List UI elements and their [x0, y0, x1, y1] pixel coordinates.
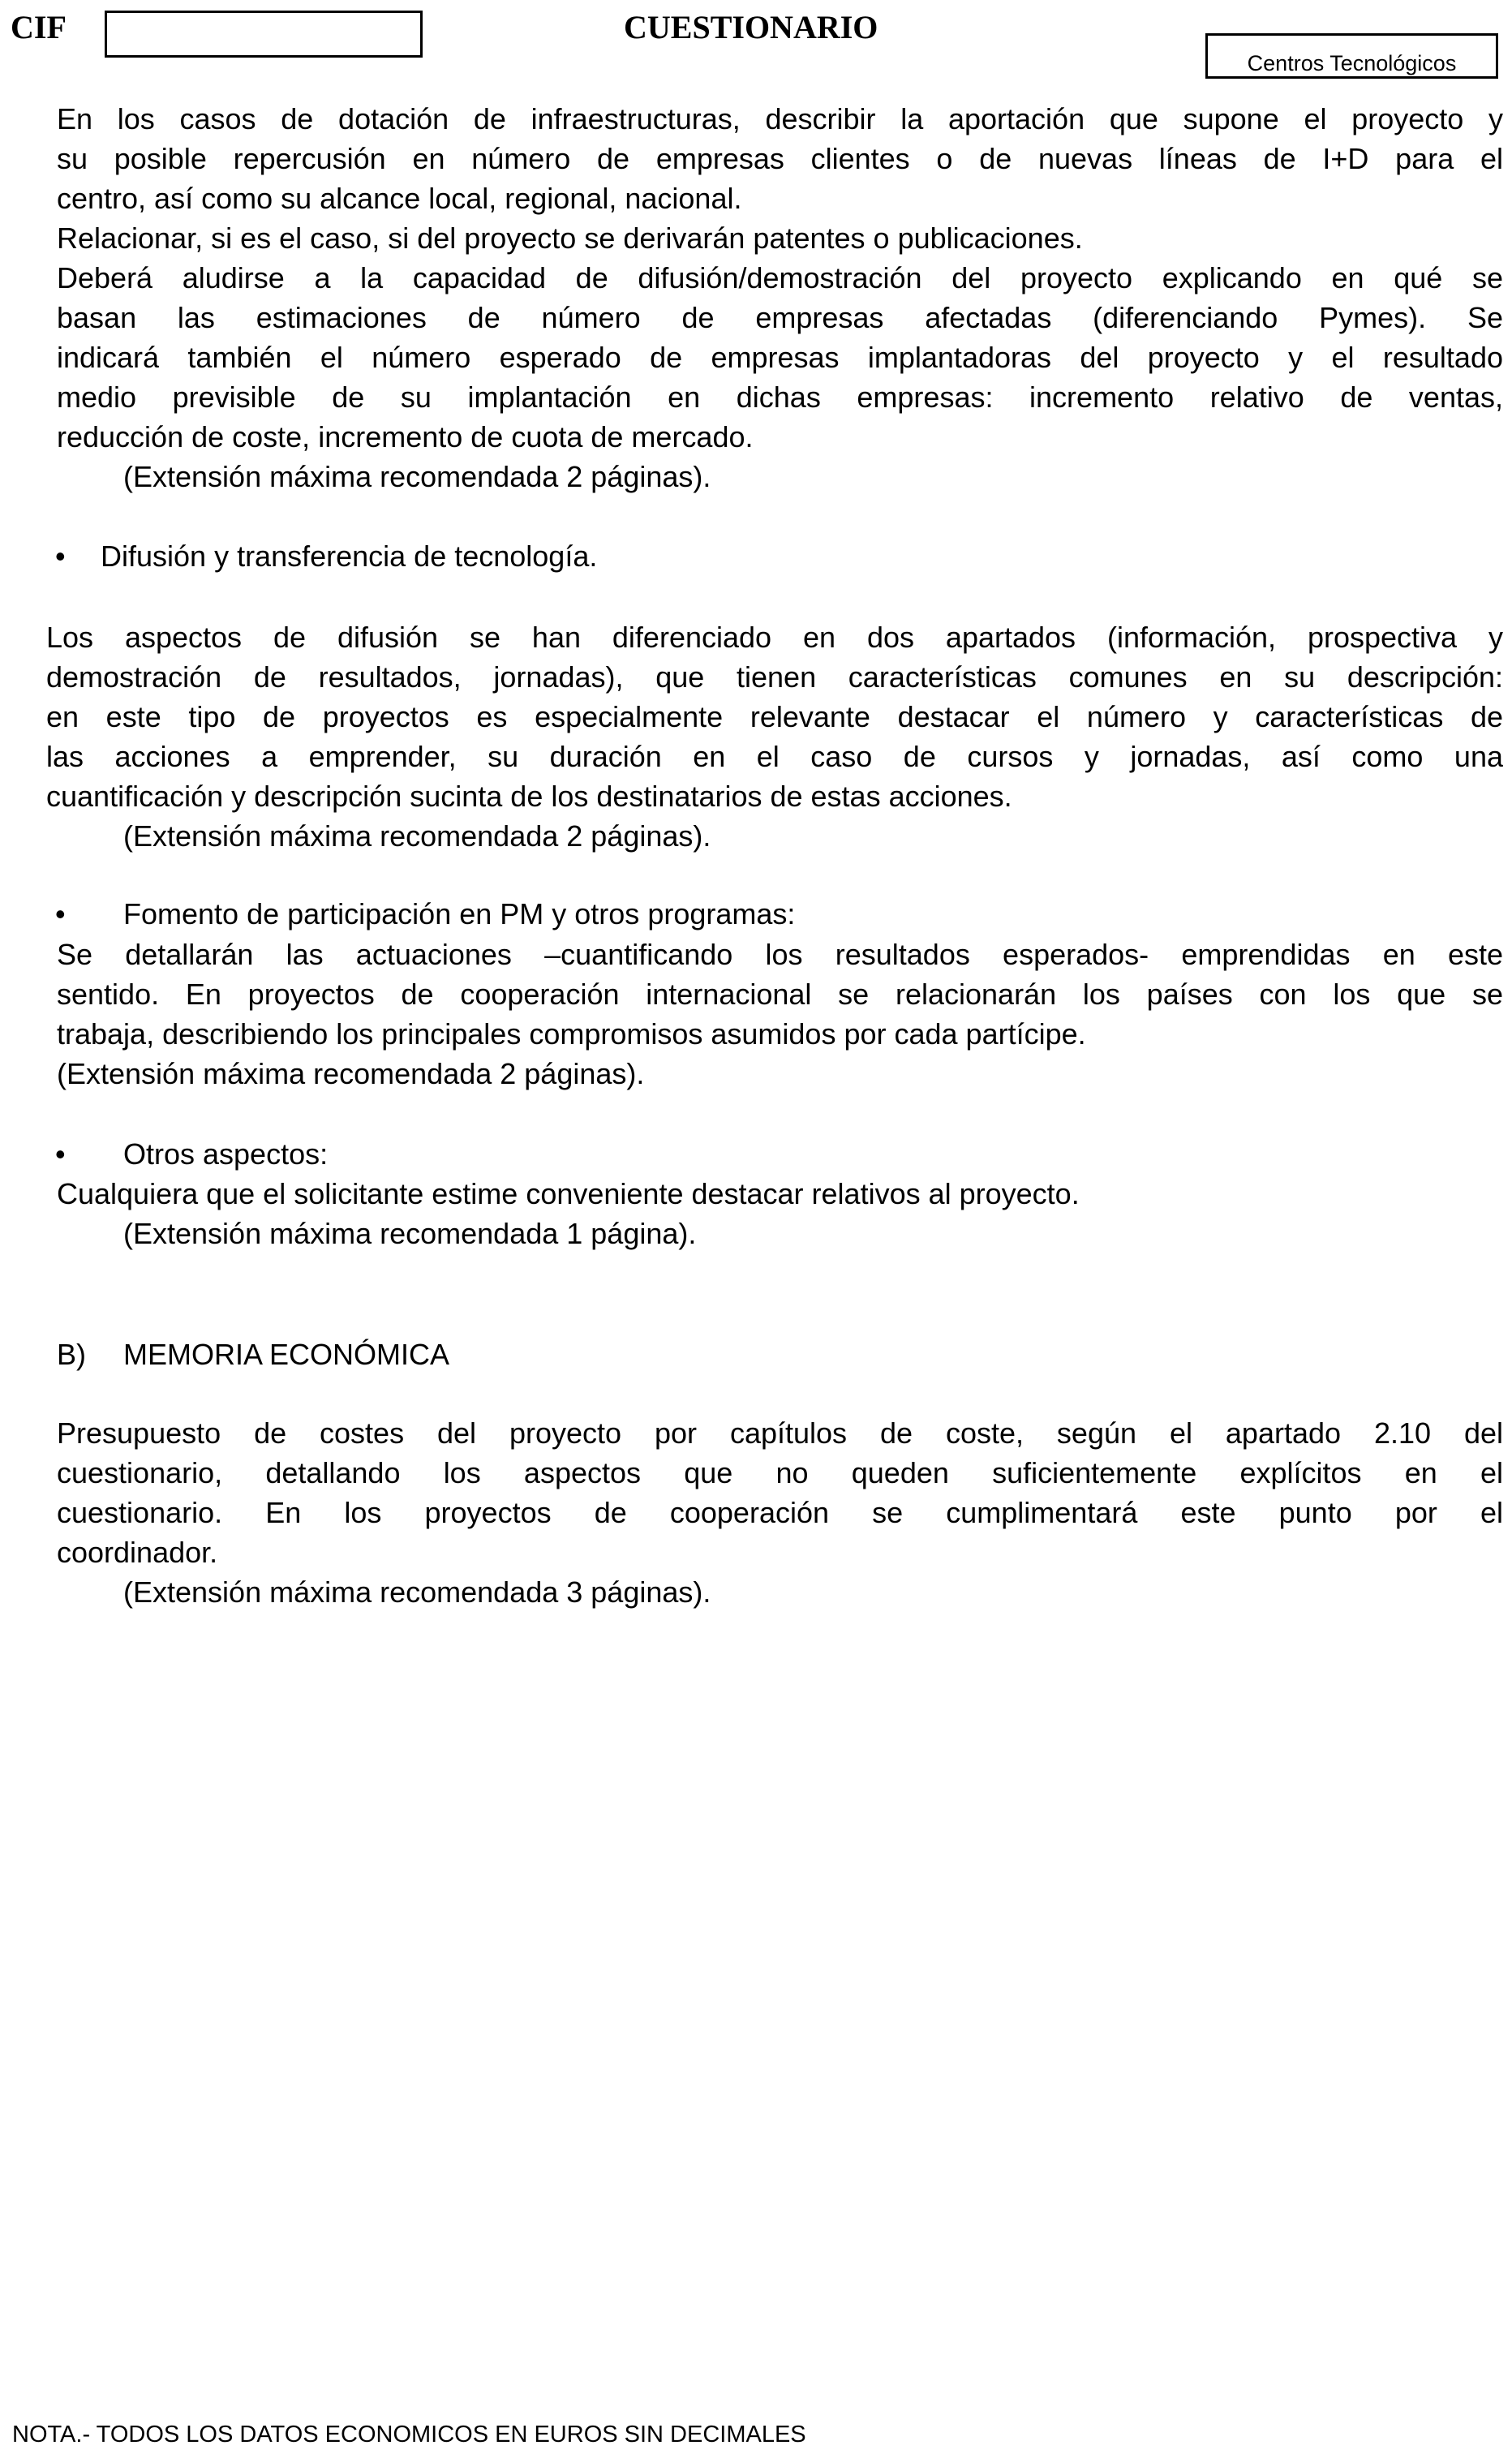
- category-badge-label: Centros Tecnológicos: [1247, 51, 1457, 75]
- bullet-icon: •: [55, 1137, 66, 1171]
- extension-note: (Extensión máxima recomendada 2 páginas).: [57, 1057, 645, 1090]
- paragraph-line: Relacionar, si es el caso, si del proyecto se derivarán patentes o publicaciones.: [57, 221, 1083, 255]
- paragraph-line: indicará también el número esperado de empresas implantadoras del proyecto y el resultado: [57, 341, 1503, 374]
- bullet-icon: •: [55, 897, 66, 930]
- extension-note: (Extensión máxima recomendada 2 páginas).: [123, 819, 711, 853]
- paragraph-line: cuantificación y descripción sucinta de los destinatarios de estas acciones.: [46, 780, 1012, 813]
- section-heading: MEMORIA ECONÓMICA: [123, 1338, 450, 1371]
- paragraph-line: Cualquiera que el solicitante estime conveniente destacar relativos al proyecto.: [57, 1177, 1080, 1210]
- paragraph-line: centro, así como su alcance local, regional, nacional.: [57, 182, 742, 215]
- extension-note: (Extensión máxima recomendada 3 páginas).: [123, 1575, 711, 1609]
- paragraph-line: Los aspectos de difusión se han diferenciado en dos apartados (información, prospectiva y: [46, 621, 1503, 654]
- page-title: CUESTIONARIO: [624, 9, 878, 45]
- paragraph-line: Deberá aludirse a la capacidad de difusión/demostración del proyecto explicando en qué se: [57, 261, 1503, 294]
- section-letter: B): [57, 1338, 86, 1371]
- cif-label: CIF: [11, 9, 67, 45]
- extension-note: (Extensión máxima recomendada 1 página).: [123, 1217, 697, 1250]
- paragraph-line: Se detallarán las actuaciones –cuantificando los resultados esperados- emprendidas en este: [57, 938, 1503, 971]
- paragraph-line: sentido. En proyectos de cooperación internacional se relacionarán los países con los que se: [57, 978, 1503, 1011]
- paragraph-line: cuestionario, detallando los aspectos que no queden suficientemente explícitos en el: [57, 1456, 1503, 1489]
- paragraph-line: Presupuesto de costes del proyecto por capítulos de coste, según el apartado 2.10 del: [57, 1416, 1503, 1450]
- section-heading: Fomento de participación en PM y otros programas:: [123, 897, 796, 930]
- paragraph-line: basan las estimaciones de número de empresas afectadas (diferenciando Pymes). Se: [57, 301, 1503, 334]
- footer-note: NOTA.- TODOS LOS DATOS ECONOMICOS EN EUROS SIN DECIMALES: [12, 2422, 806, 2448]
- paragraph-line: las acciones a emprender, su duración en el caso de cursos y jornadas, así como una: [46, 740, 1503, 773]
- bullet-icon: •: [55, 539, 66, 573]
- cif-input-box[interactable]: [105, 11, 423, 58]
- paragraph-line: medio previsible de su implantación en dichas empresas: incremento relativo de ventas,: [57, 380, 1503, 414]
- category-badge: [1205, 33, 1498, 79]
- paragraph-line: cuestionario. En los proyectos de cooperación se cumplimentará este punto por el: [57, 1496, 1503, 1529]
- extension-note: (Extensión máxima recomendada 2 páginas).: [123, 460, 711, 493]
- paragraph-line: en este tipo de proyectos es especialmente relevante destacar el número y características de: [46, 700, 1503, 733]
- paragraph-line: demostración de resultados, jornadas), que tienen características comunes en su descripción:: [46, 660, 1503, 694]
- section-heading: Otros aspectos:: [123, 1137, 329, 1171]
- paragraph-line: trabaja, describiendo los principales compromisos asumidos por cada partícipe.: [57, 1017, 1086, 1051]
- paragraph-line: coordinador.: [57, 1536, 218, 1569]
- paragraph-line: En los casos de dotación de infraestructuras, describir la aportación que supone el proyecto y: [57, 102, 1503, 135]
- section-heading: Difusión y transferencia de tecnología.: [101, 539, 598, 573]
- paragraph-line: reducción de coste, incremento de cuota de mercado.: [57, 420, 754, 453]
- paragraph-line: su posible repercusión en número de empresas clientes o de nuevas líneas de I+D para el: [57, 142, 1503, 175]
